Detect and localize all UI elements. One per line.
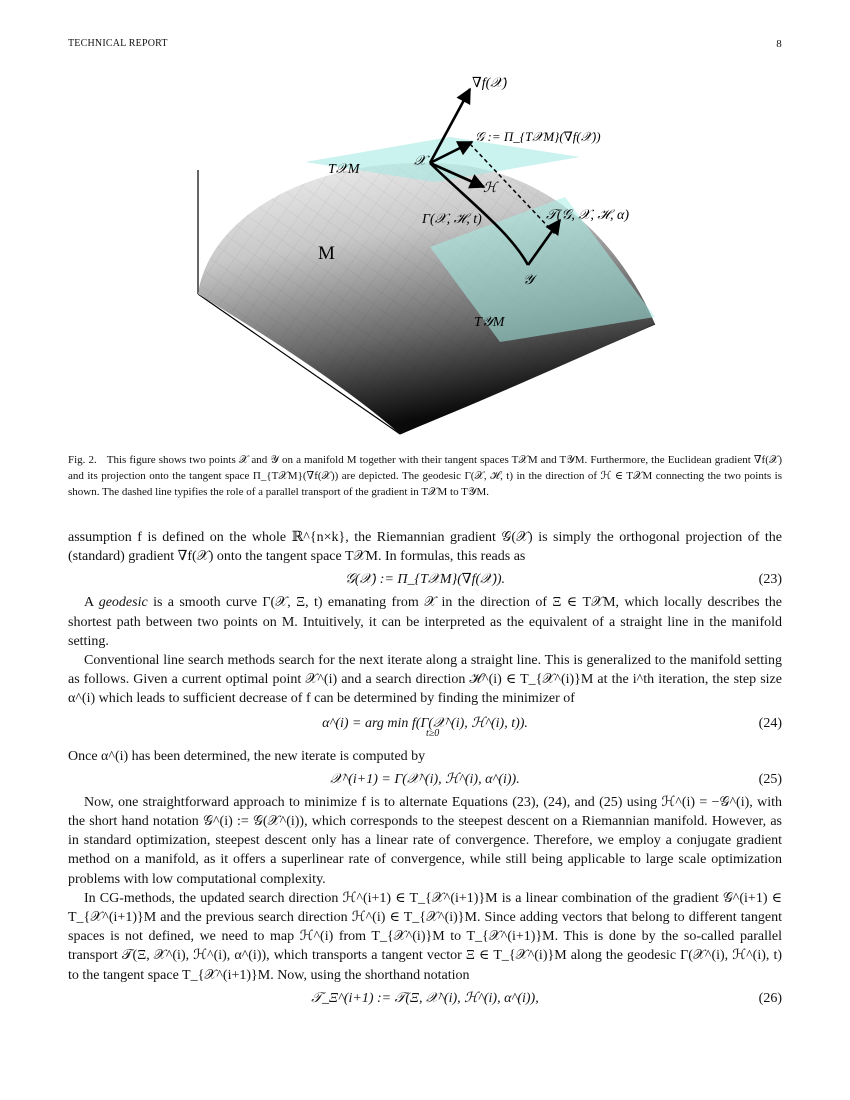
paragraph: Once α^(i) has been determined, the new iterate is computed by xyxy=(68,748,426,764)
body-text xyxy=(68,528,782,1012)
paragraph-rest: is a smooth curve Γ(𝒳, Ξ, t) emanating from 𝒳 in the direction of Ξ ∈ T𝒳M, which locally describes the shortest path between two points on M. Intuitively, it can be interpreted as the equivalent of a straight line in the manifold setting. xyxy=(68,595,783,649)
label-tangent-y: T𝒴M xyxy=(474,315,505,330)
label-manifold: M xyxy=(318,243,335,264)
label-grad: ∇f(𝒳) xyxy=(472,76,508,91)
page-number: 8 xyxy=(776,38,782,50)
label-point-y: 𝒴 xyxy=(523,273,534,288)
label-tangent-x: T𝒳M xyxy=(328,162,360,177)
equation-body: 𝒳^(i+1) = Γ(𝒳^(i), ℋ^(i), α^(i)). xyxy=(330,771,520,787)
geodesic-term: geodesic xyxy=(98,595,148,611)
equation-subscript: t≥0 xyxy=(426,727,440,739)
equation-number: (25) xyxy=(758,771,782,787)
page-header xyxy=(68,38,782,54)
equation-25 xyxy=(68,766,782,793)
equation-body: α^(i) = arg min f(Γ(𝒳^(i), ℋ^(i), t)). xyxy=(322,715,528,731)
paragraph: assumption f is defined on the whole ℝ^{n×k}, the Riemannian gradient 𝒢(𝒳) is simply the orthogonal projection of the (standard) gradient ∇f(𝒳) onto the tangent space T𝒳M. In formulas, this reads as xyxy=(68,530,782,565)
equation-number: (26) xyxy=(758,990,782,1006)
figure-caption xyxy=(68,452,782,500)
equation-24 xyxy=(68,709,782,747)
label-transport: 𝒯(𝒢, 𝒳, ℋ, α) xyxy=(546,208,630,223)
paragraph: Now, one straightforward approach to minimize f is to alternate Equations (23), (24), and (25) using ℋ^(i) = −𝒢^(i), with the short hand notation 𝒢^(i) := 𝒢(𝒳^(i)), which corresponds to the steepest descent on a Riemannian manifold. However, as in standard optimization, steepest descent only has a linear rate of convergence. Therefore, we employ a conjugate gradient method on a manifold, as it offers a superlinear rate of convergence, while still being applicable to large scale optimization problems with low computational complexity. xyxy=(68,794,782,887)
manifold-figure xyxy=(150,62,710,442)
paragraph: Conventional line search methods search for the next iterate along a straight line. This is generalized to the manifold setting as follows. Given a current optimal point 𝒳^(i) and a search direction ℋ^(i) ∈ T_{𝒳^(i)}M at the i^th iteration, the step size α^(i) which leads to sufficient decrease of f can be determined by finding the minimizer of xyxy=(68,653,782,707)
equation-number: (24) xyxy=(758,715,782,731)
equation-number: (23) xyxy=(758,572,782,588)
label-point-x: 𝒳 xyxy=(414,154,427,169)
running-title: TECHNICAL REPORT xyxy=(68,38,168,49)
label-geodesic: Γ(𝒳, ℋ, t) xyxy=(422,212,482,227)
figure-label: Fig. 2. xyxy=(68,454,97,466)
label-dir-h: ℋ xyxy=(483,181,497,196)
equation-body: 𝒯_Ξ^(i+1) := 𝒯(Ξ, 𝒳^(i), ℋ^(i), α^(i)), xyxy=(311,990,539,1006)
equation-26 xyxy=(68,985,782,1012)
equation-23 xyxy=(68,566,782,593)
paragraph: In CG-methods, the updated search direction ℋ^(i+1) ∈ T_{𝒳^(i+1)}M is a linear combination of the gradient 𝒢^(i+1) ∈ T_{𝒳^(i+1)}M and the previous search direction ℋ^(i) ∈ T_{𝒳^(i)}M. Since adding vectors that belong to different tangent spaces is not defined, we need to map ℋ^(i) from T_{𝒳^(i)}M to T_{𝒳^(i+1)}M. This is done by the so-called parallel transport 𝒯(Ξ, 𝒳^(i), ℋ^(i), α^(i)), which transports a tangent vector Ξ ∈ T_{𝒳^(i)}M along the geodesic Γ(𝒳^(i), ℋ^(i), t) to the tangent space T_{𝒳^(i+1)}M. Now, using the shorthand notation xyxy=(68,890,782,983)
equation-body: 𝒢(𝒳) := Π_{T𝒳M}(∇f(𝒳)). xyxy=(344,572,506,588)
caption-text: This figure shows two points 𝒳 and 𝒴 on a manifold M together with their tangent spaces T𝒳M and T𝒴M. Furthermore, the Euclidean gradient ∇f(𝒳) and its projection onto the tangent space Π_{T𝒳M}(∇f(𝒳)) are depicted. The geodesic Γ(𝒳, ℋ, t) in the direction of ℋ ∈ T𝒳M connecting the two points is shown. The dashed line typifies the role of a parallel transport of the gradient in T𝒳M to T𝒴M. xyxy=(68,454,782,498)
paragraph-lead: A xyxy=(84,595,94,611)
paragraph xyxy=(68,593,782,651)
label-proj: 𝒢 := Π_{T𝒳M}(∇f(𝒳)) xyxy=(475,129,601,144)
